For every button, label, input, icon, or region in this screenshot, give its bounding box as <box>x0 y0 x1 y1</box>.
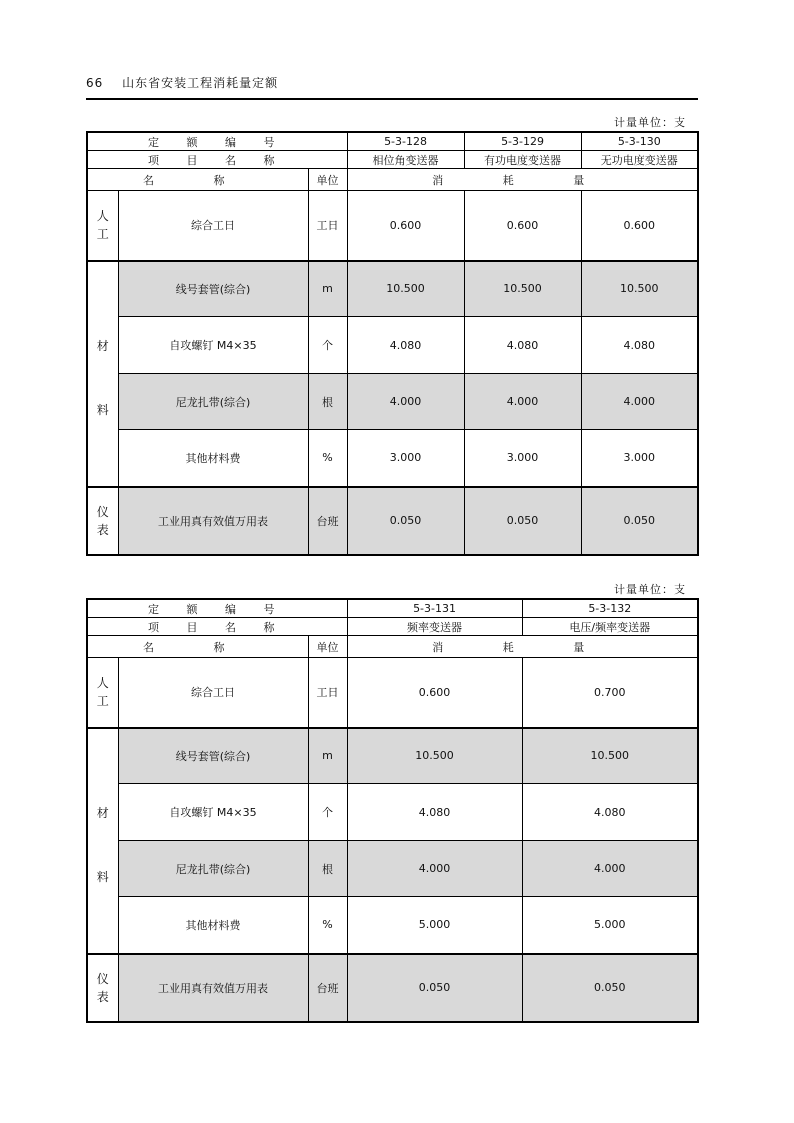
consumption-value: 4.000 <box>522 841 698 897</box>
header-quota-code: 定 额 编 号 <box>87 132 347 151</box>
material-unit: m <box>308 728 347 784</box>
item-name: 无功电度变送器 <box>581 151 698 169</box>
consumption-value: 4.080 <box>464 317 581 374</box>
category-material-char-1: 材 <box>96 805 109 820</box>
material-name: 线号套管(综合) <box>118 261 308 317</box>
material-name: 尼龙扎带(综合) <box>118 841 308 897</box>
material-name: 其他材料费 <box>118 897 308 954</box>
consumption-value: 10.500 <box>347 728 522 784</box>
material-unit: 根 <box>308 374 347 430</box>
consumption-value: 10.500 <box>347 261 464 317</box>
quota-table-2 <box>86 598 699 1023</box>
consumption-value: 10.500 <box>581 261 698 317</box>
page-number: 66 <box>86 76 104 90</box>
consumption-value: 0.600 <box>347 658 522 728</box>
consumption-value: 4.080 <box>522 784 698 841</box>
material-name: 工业用真有效值万用表 <box>118 487 308 555</box>
item-name: 电压/频率变送器 <box>522 618 698 636</box>
category-instrument-label: 仪表 <box>96 504 109 537</box>
consumption-value: 10.500 <box>522 728 698 784</box>
header-unit: 单位 <box>308 636 347 658</box>
header-name: 名 称 <box>87 636 308 658</box>
header-item-name: 项 目 名 称 <box>87 151 347 169</box>
material-name: 工业用真有效值万用表 <box>118 954 308 1022</box>
consumption-value: 0.050 <box>581 487 698 555</box>
material-unit: m <box>308 261 347 317</box>
material-unit: 工日 <box>308 658 347 728</box>
quota-code: 5-3-132 <box>522 599 698 618</box>
header-consumption: 消 耗 量 <box>347 169 698 191</box>
material-name: 线号套管(综合) <box>118 728 308 784</box>
material-unit: 根 <box>308 841 347 897</box>
category-material-gap <box>88 355 118 401</box>
material-unit: 工日 <box>308 191 347 261</box>
quota-table-1 <box>86 131 699 556</box>
unit-note-1: 计量单位：支 <box>614 116 686 129</box>
category-material <box>87 261 118 487</box>
consumption-value: 0.700 <box>522 658 698 728</box>
header-consumption: 消 耗 量 <box>347 636 698 658</box>
category-labor-label: 人工 <box>96 209 109 242</box>
item-name: 有功电度变送器 <box>464 151 581 169</box>
consumption-value: 4.080 <box>347 784 522 841</box>
category-material-spacer <box>88 419 118 467</box>
material-name: 自攻螺钉 M4×35 <box>118 784 308 841</box>
material-unit: % <box>308 430 347 487</box>
material-name: 自攻螺钉 M4×35 <box>118 317 308 374</box>
material-unit: 台班 <box>308 954 347 1022</box>
consumption-value: 0.050 <box>347 487 464 555</box>
quota-code: 5-3-128 <box>347 132 464 151</box>
material-unit: 台班 <box>308 487 347 555</box>
consumption-value: 0.050 <box>347 954 522 1022</box>
consumption-value: 0.600 <box>347 191 464 261</box>
category-labor <box>87 191 118 261</box>
consumption-value: 0.600 <box>581 191 698 261</box>
category-material <box>87 728 118 954</box>
category-material-gap <box>88 822 118 868</box>
consumption-value: 5.000 <box>347 897 522 954</box>
category-labor-label: 人工 <box>96 676 109 709</box>
quota-code: 5-3-130 <box>581 132 698 151</box>
material-name: 尼龙扎带(综合) <box>118 374 308 430</box>
category-material-char-2: 料 <box>96 402 109 417</box>
category-material-spacer <box>88 886 118 934</box>
running-title: 山东省安装工程消耗量定额 <box>122 76 279 90</box>
material-unit: % <box>308 897 347 954</box>
consumption-value: 4.000 <box>347 841 522 897</box>
category-labor <box>87 658 118 728</box>
consumption-value: 10.500 <box>464 261 581 317</box>
item-name: 相位角变送器 <box>347 151 464 169</box>
category-instrument <box>87 487 118 555</box>
consumption-value: 3.000 <box>347 430 464 487</box>
consumption-value: 4.000 <box>347 374 464 430</box>
consumption-value: 4.080 <box>347 317 464 374</box>
material-unit: 个 <box>308 317 347 374</box>
page-header <box>86 74 698 100</box>
category-material-char-2: 料 <box>96 869 109 884</box>
consumption-value: 3.000 <box>464 430 581 487</box>
item-name: 频率变送器 <box>347 618 522 636</box>
category-instrument <box>87 954 118 1022</box>
category-material-spacer <box>88 281 118 337</box>
category-instrument-label: 仪表 <box>96 971 109 1004</box>
quota-code: 5-3-129 <box>464 132 581 151</box>
header-quota-code: 定 额 编 号 <box>87 599 347 618</box>
material-unit: 个 <box>308 784 347 841</box>
category-material-char-1: 材 <box>96 338 109 353</box>
unit-note-2: 计量单位：支 <box>614 583 686 596</box>
consumption-value: 4.000 <box>464 374 581 430</box>
consumption-value: 5.000 <box>522 897 698 954</box>
consumption-value: 0.600 <box>464 191 581 261</box>
consumption-value: 3.000 <box>581 430 698 487</box>
consumption-value: 4.080 <box>581 317 698 374</box>
consumption-value: 0.050 <box>464 487 581 555</box>
material-name: 综合工日 <box>118 658 308 728</box>
category-material-spacer <box>88 748 118 804</box>
material-name: 综合工日 <box>118 191 308 261</box>
quota-code: 5-3-131 <box>347 599 522 618</box>
header-unit: 单位 <box>308 169 347 191</box>
header-item-name: 项 目 名 称 <box>87 618 347 636</box>
consumption-value: 0.050 <box>522 954 698 1022</box>
material-name: 其他材料费 <box>118 430 308 487</box>
header-name: 名 称 <box>87 169 308 191</box>
consumption-value: 4.000 <box>581 374 698 430</box>
